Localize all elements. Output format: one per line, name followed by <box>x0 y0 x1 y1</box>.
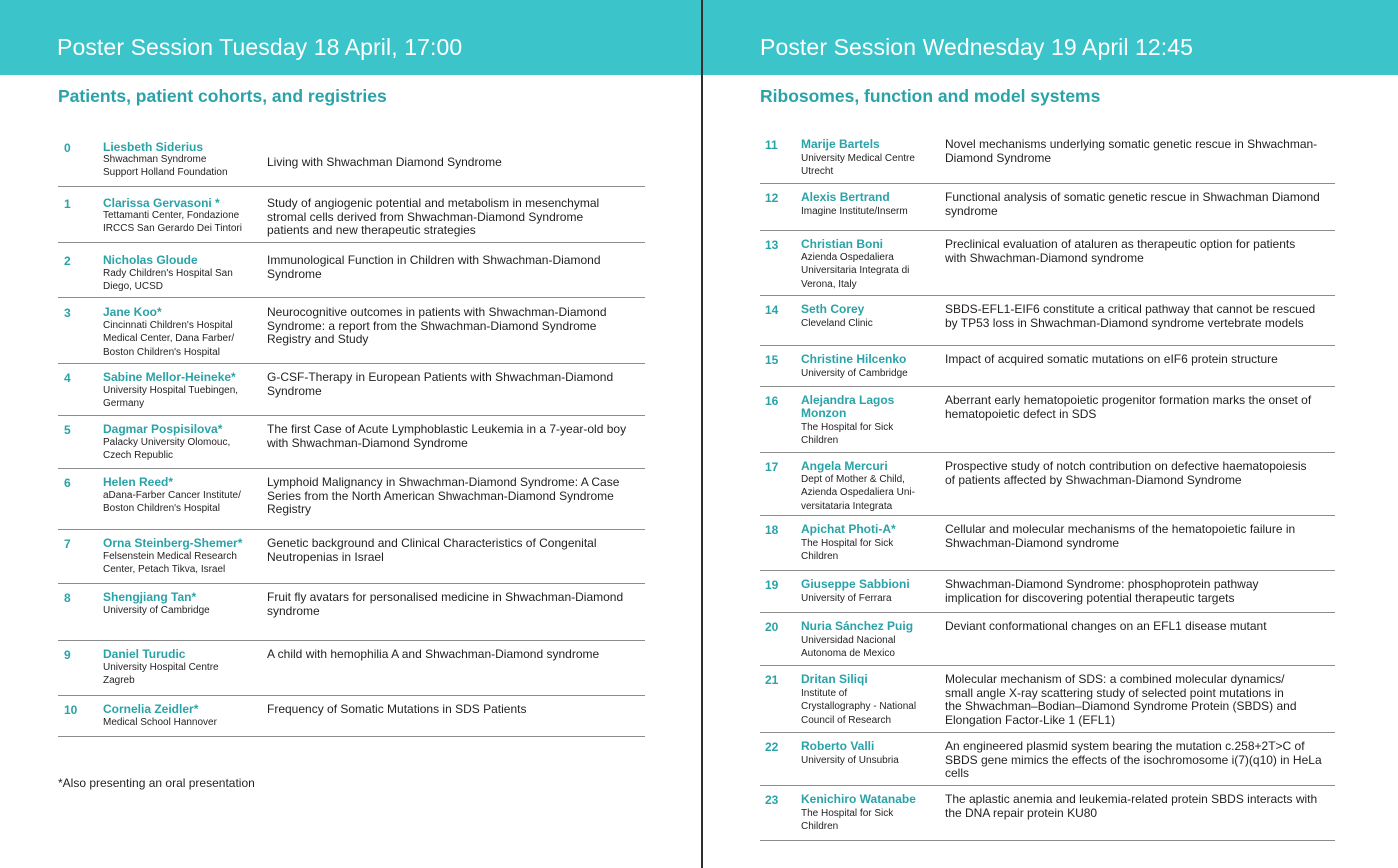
poster-title-line: A child with hemophilia A and Shwachman-Diamond syndrome <box>267 647 600 661</box>
poster-title-line: Syndrome: a report from the Shwachman-Diamond Syndrome <box>267 318 597 333</box>
poster-row <box>760 733 1335 786</box>
presenter-institution <box>801 251 939 291</box>
poster-title <box>267 703 643 717</box>
presenter-institution <box>103 267 261 294</box>
poster-title <box>945 353 1340 367</box>
poster-title-line: Frequency of Somatic Mutations in SDS Patients <box>267 702 527 716</box>
poster-number: 15 <box>765 353 779 367</box>
poster-number: 8 <box>64 591 71 605</box>
institution-line: Dept of Mother & Child, <box>801 474 905 485</box>
presenter-name: Angela Mercuri <box>801 459 888 473</box>
presenter-name: Giuseppe Sabbioni <box>801 577 910 591</box>
poster-row <box>58 364 645 416</box>
banner-title-right: Poster Session Wednesday 19 April 12:45 <box>760 34 1194 60</box>
poster-title <box>945 793 1340 820</box>
poster-title-line: cells <box>945 766 970 780</box>
poster-row <box>760 453 1335 516</box>
presenter-institution <box>801 592 939 605</box>
institution-line: Palacky University Olomouc, <box>103 437 231 448</box>
poster-title-line: Study of angiogenic potential and metabolism in mesenchymal <box>267 196 600 210</box>
presenter-institution <box>801 687 939 727</box>
poster-title-line: Diamond Syndrome <box>945 150 1052 165</box>
presenter-institution <box>801 205 939 218</box>
poster-title-line: SBDS-EFL1-EIF6 constitute a critical pathway that cannot be rescued <box>945 302 1316 316</box>
poster-title-line: Neutropenias in Israel <box>267 549 384 564</box>
poster-row <box>760 613 1335 666</box>
institution-line: Boston Children's Hospital <box>103 346 220 358</box>
institution-line: Children <box>801 435 839 447</box>
poster-title <box>267 254 643 281</box>
poster-number: 6 <box>64 476 71 490</box>
institution-line: Rady Children's Hospital San <box>103 268 233 279</box>
presenter-name: Shengjiang Tan* <box>103 590 197 604</box>
poster-number: 1 <box>64 197 71 211</box>
poster-title-line: by TP53 loss in Shwachman-Diamond syndrome vertebrate models <box>945 315 1304 330</box>
poster-number: 16 <box>765 394 779 408</box>
poster-title <box>945 578 1340 605</box>
presenter-institution <box>801 754 939 767</box>
poster-number: 22 <box>765 740 779 754</box>
presenter-name: Nuria Sánchez Puig <box>801 619 914 633</box>
institution-line: University of Cambridge <box>103 605 210 616</box>
section-title-left: Patients, patient cohorts, and registries <box>58 86 387 106</box>
poster-number: 14 <box>765 303 779 317</box>
presenter-institution <box>103 384 261 411</box>
poster-row <box>760 571 1335 613</box>
presenter-institution <box>103 436 261 463</box>
poster-title-line: Molecular mechanism of SDS: a combined molecular dynamics/ <box>945 672 1285 686</box>
presenter-institution <box>801 807 939 834</box>
presenter-institution <box>103 550 261 577</box>
presenter-institution <box>801 634 939 661</box>
poster-number: 19 <box>765 578 779 592</box>
poster-row <box>58 641 645 696</box>
poster-row <box>760 296 1335 346</box>
poster-row <box>58 530 645 584</box>
poster-title <box>945 303 1340 330</box>
poster-row <box>58 469 645 530</box>
poster-number: 23 <box>765 793 779 807</box>
institution-line: Utrecht <box>801 166 834 178</box>
poster-number: 21 <box>765 673 779 687</box>
poster-title-line: Functional analysis of somatic genetic rescue in Shwachman Diamond <box>945 190 1320 204</box>
presenter-name: Seth Corey <box>801 302 865 316</box>
poster-title-line: the DNA repair protein KU80 <box>945 805 1098 820</box>
institution-line: University of Unsubria <box>801 755 899 766</box>
poster-title-line: the Shwachman–Bodian–Diamond Syndrome Protein (SBDS) and <box>945 699 1297 713</box>
institution-line: Cincinnati Children's Hospital <box>103 320 233 331</box>
institution-line: Medical Center, Dana Farber/ <box>103 333 235 345</box>
institution-line: Azienda Ospedaliera <box>801 252 894 263</box>
poster-title <box>267 371 643 398</box>
poster-title-line: syndrome <box>945 203 998 218</box>
presenter-name: Helen Reed* <box>103 475 174 489</box>
presenter-name: Sabine Mellor-Heineke* <box>103 370 236 384</box>
poster-title-line: Neurocognitive outcomes in patients with Shwachman-Diamond <box>267 305 607 319</box>
institution-line: The Hospital for Sick <box>801 808 894 819</box>
poster-title-line: hematopoietic defect in SDS <box>945 406 1097 421</box>
poster-number: 0 <box>64 141 71 155</box>
poster-title-line: Novel mechanisms underlying somatic genetic rescue in Shwachman- <box>945 137 1318 151</box>
banner-left <box>0 0 701 75</box>
poster-title <box>267 197 643 238</box>
presenter-institution <box>801 152 939 179</box>
institution-line: Shwachman Syndrome <box>103 154 207 165</box>
poster-number: 2 <box>64 254 71 268</box>
presenter-name: Christine Hilcenko <box>801 352 907 366</box>
presenter-name: Apichat Photi-A* <box>801 522 896 536</box>
presenter-name: Kenichiro Watanabe <box>801 792 916 806</box>
poster-row <box>760 346 1335 387</box>
presenter-institution <box>801 473 939 513</box>
poster-title <box>267 591 643 618</box>
institution-line: University Medical Centre <box>801 153 915 164</box>
institution-line: Medical School Hannover <box>103 717 217 728</box>
poster-number: 20 <box>765 620 779 634</box>
poster-number: 5 <box>64 423 71 437</box>
institution-line: Universitaria Integrata di <box>801 265 910 277</box>
poster-number: 11 <box>765 138 778 152</box>
poster-title <box>267 648 643 662</box>
poster-title <box>945 740 1340 781</box>
poster-title <box>267 537 643 564</box>
institution-line: University Hospital Centre <box>103 662 219 673</box>
poster-title-line: Living with Shwachman Diamond Syndrome <box>267 155 502 169</box>
poster-title-line: small angle X-ray scattering study of selected point mutations in <box>945 685 1284 700</box>
poster-title-line: G-CSF-Therapy in European Patients with Shwachman-Diamond <box>267 370 614 384</box>
poster-title-line: Shwachman-Diamond syndrome <box>945 535 1120 550</box>
institution-line: The Hospital for Sick <box>801 538 894 549</box>
institution-line: Council of Research <box>801 714 892 726</box>
poster-title-line: Elongation Factor-Like 1 (EFL1) <box>945 712 1116 727</box>
poster-title-line: Syndrome <box>267 383 322 398</box>
institution-line: Diego, UCSD <box>103 281 164 293</box>
poster-title-line: Impact of acquired somatic mutations on eIF6 protein structure <box>945 352 1278 366</box>
poster-title-line: Syndrome <box>267 266 322 281</box>
poster-title-line: syndrome <box>267 603 320 618</box>
institution-line: Support Holland Foundation <box>103 167 228 179</box>
poster-row <box>760 184 1335 231</box>
poster-title <box>267 306 643 347</box>
poster-title-line: of patients affected by Shwachman-Diamond Syndrome <box>945 472 1242 487</box>
presenter-name: Daniel Turudic <box>103 647 186 661</box>
poster-title-line: An engineered plasmid system bearing the mutation c.258+2T>C of <box>945 739 1305 753</box>
footnote: *Also presenting an oral presentation <box>58 776 255 790</box>
institution-line: Felsenstein Medical Research <box>103 551 237 562</box>
institution-line: Autonoma de Mexico <box>801 648 895 660</box>
institution-line: Zagreb <box>103 675 135 687</box>
poster-number: 18 <box>765 523 779 537</box>
poster-row <box>58 696 645 737</box>
poster-title <box>267 476 643 517</box>
poster-title-line: SBDS gene mimics the effects of the isochromosome i(7)(q10) in HeLa <box>945 752 1322 767</box>
presenter-institution <box>103 153 261 180</box>
poster-title-line: Shwachman-Diamond Syndrome: phosphoprotein pathway <box>945 577 1259 591</box>
poster-row <box>58 243 645 298</box>
page-right <box>703 0 1398 868</box>
presenter-institution <box>103 209 261 236</box>
presenter-institution <box>801 537 939 564</box>
institution-line: The Hospital for Sick <box>801 422 894 433</box>
presenter-institution <box>103 489 261 516</box>
poster-title-line: Cellular and molecular mechanisms of the hematopoietic failure in <box>945 522 1296 536</box>
institution-line: Crystallography - National <box>801 701 917 713</box>
section-title-right: Ribosomes, function and model systems <box>760 86 1101 106</box>
institution-line: Azienda Ospedaliera Uni- <box>801 487 915 499</box>
poster-title-line: stromal cells derived from Shwachman-Diamond Syndrome <box>267 209 584 224</box>
banner-title-left: Poster Session Tuesday 18 April, 17:00 <box>57 34 463 60</box>
poster-row <box>58 131 645 187</box>
institution-line: Imagine Institute/Inserm <box>801 206 908 217</box>
poster-number: 3 <box>64 306 71 320</box>
institution-line: Cleveland Clinic <box>801 318 873 329</box>
presenter-institution <box>801 367 939 380</box>
institution-line: University of Cambridge <box>801 368 908 379</box>
institution-line: Germany <box>103 398 145 410</box>
poster-title-line: Aberrant early hematopoietic progenitor formation marks the onset of <box>945 393 1312 407</box>
institution-line: Institute of <box>801 688 848 699</box>
presenter-name: Alejandra Lagos Monzon <box>801 393 895 420</box>
poster-row <box>58 416 645 469</box>
institution-line: Center, Petach Tikva, Israel <box>103 564 226 576</box>
poster-title-line: Deviant conformational changes on an EFL1 disease mutant <box>945 619 1267 633</box>
poster-title <box>945 394 1340 421</box>
poster-title-line: with Shwachman-Diamond Syndrome <box>267 435 468 450</box>
poster-title <box>945 460 1340 487</box>
poster-title-line: implication for discovering potential therapeutic targets <box>945 590 1235 605</box>
institution-line: Boston Children's Hospital <box>103 503 220 515</box>
poster-title-line: Genetic background and Clinical Characteristics of Congenital <box>267 536 597 550</box>
presenter-institution <box>103 604 261 617</box>
poster-title <box>267 423 643 450</box>
poster-number: 12 <box>765 191 779 205</box>
poster-row <box>58 298 645 364</box>
presenter-name: Liesbeth Siderius <box>103 140 204 154</box>
poster-number: 7 <box>64 537 71 551</box>
institution-line: IRCCS San Gerardo Dei Tintori <box>103 223 242 235</box>
poster-title-line: The aplastic anemia and leukemia-related protein SBDS interacts with <box>945 792 1318 806</box>
poster-number: 4 <box>64 371 71 385</box>
poster-row <box>58 187 645 243</box>
poster-row <box>760 231 1335 296</box>
poster-row <box>760 666 1335 733</box>
poster-row <box>760 387 1335 453</box>
poster-title-line: Immunological Function in Children with Shwachman-Diamond <box>267 253 601 267</box>
institution-line: Children <box>801 821 839 833</box>
poster-title-line: patients and new therapeutic strategies <box>267 223 476 237</box>
poster-title <box>945 238 1340 265</box>
poster-title <box>945 138 1340 165</box>
presenter-name: Roberto Valli <box>801 739 875 753</box>
institution-line: versitataria Integrata <box>801 500 893 512</box>
institution-line: aDana-Farber Cancer Institute/ <box>103 490 241 501</box>
poster-title-line: Lymphoid Malignancy in Shwachman-Diamond Syndrome: A Case <box>267 475 620 489</box>
poster-title-line: Preclinical evaluation of ataluren as therapeutic option for patients <box>945 237 1296 251</box>
poster-title-line: The first Case of Acute Lymphoblastic Leukemia in a 7-year-old boy <box>267 422 627 436</box>
poster-title-line: Fruit fly avatars for personalised medicine in Shwachman-Diamond <box>267 590 624 604</box>
poster-number: 10 <box>64 703 78 717</box>
poster-title <box>945 523 1340 550</box>
poster-number: 17 <box>765 460 779 474</box>
poster-number: 13 <box>765 238 779 252</box>
presenter-name: Christian Boni <box>801 237 884 251</box>
presenter-name: Jane Koo* <box>103 305 162 319</box>
presenter-name: Dritan Siliqi <box>801 672 868 686</box>
institution-line: University Hospital Tuebingen, <box>103 385 239 396</box>
poster-title-line: Registry and Study <box>267 332 369 346</box>
poster-title <box>267 156 643 170</box>
institution-line: Universidad Nacional <box>801 635 896 646</box>
poster-title-line: Series from the North American Shwachman-Diamond Syndrome <box>267 488 614 503</box>
institution-line: University of Ferrara <box>801 593 892 604</box>
presenter-name: Cornelia Zeidler* <box>103 702 199 716</box>
institution-line: Czech Republic <box>103 450 174 462</box>
presenter-name: Marije Bartels <box>801 137 880 151</box>
presenter-institution <box>801 317 939 330</box>
poster-row <box>760 516 1335 571</box>
poster-title-line: Registry <box>267 502 312 516</box>
presenter-institution <box>801 421 939 448</box>
poster-title <box>945 191 1340 218</box>
poster-title-line: Prospective study of notch contribution on defective haematopoiesis <box>945 459 1307 473</box>
presenter-institution <box>103 661 261 688</box>
institution-line: Tettamanti Center, Fondazione <box>103 210 240 221</box>
presenter-institution <box>103 319 261 359</box>
presenter-name: Nicholas Gloude <box>103 253 198 267</box>
institution-line: Children <box>801 551 839 563</box>
poster-row <box>58 584 645 641</box>
poster-title-line: with Shwachman-Diamond syndrome <box>945 250 1144 265</box>
poster-row <box>760 786 1335 841</box>
presenter-name: Alexis Bertrand <box>801 190 890 204</box>
institution-line: Verona, Italy <box>801 278 857 290</box>
banner-right <box>703 0 1398 75</box>
poster-title <box>945 620 1340 634</box>
presenter-name: Dagmar Pospisilova* <box>103 422 223 436</box>
poster-title <box>945 673 1340 727</box>
presenter-institution <box>103 716 261 729</box>
presenter-name: Orna Steinberg-Shemer* <box>103 536 243 550</box>
presenter-name: Clarissa Gervasoni * <box>103 196 220 210</box>
poster-row <box>760 131 1335 184</box>
poster-number: 9 <box>64 648 71 662</box>
